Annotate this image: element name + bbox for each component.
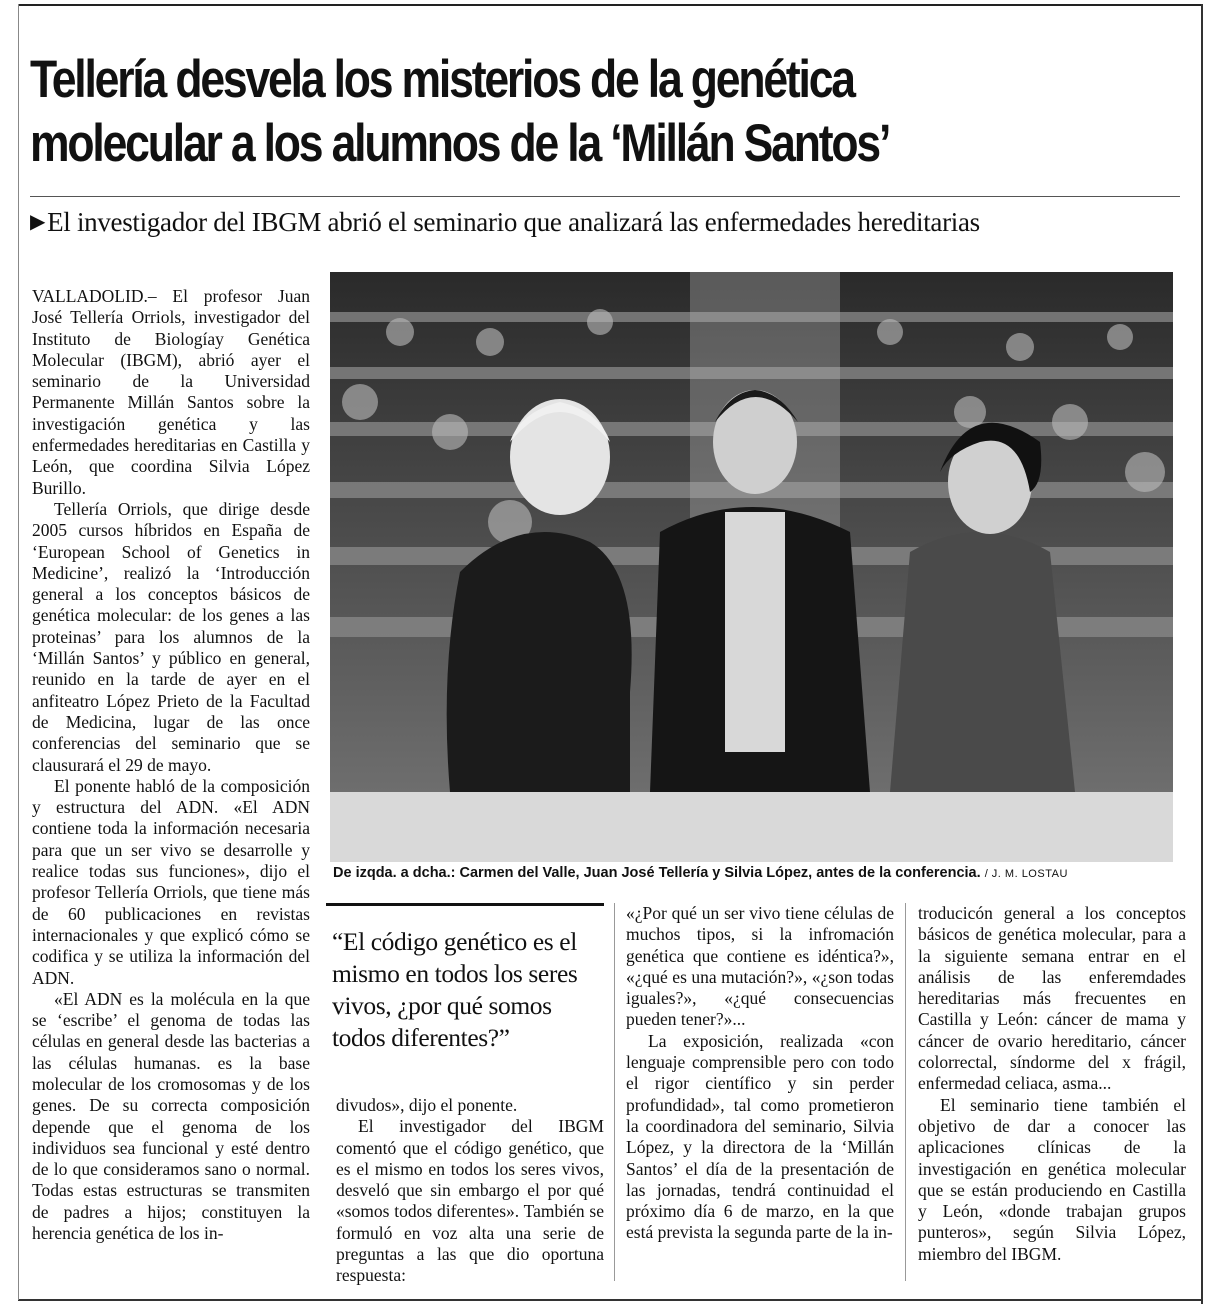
floor (330, 792, 1173, 862)
paragraph: troducicón general a los conceptos básicos de genética molecular, para a la siguiente semana entrar en el análisis de las enferemdades hereditarias más frecuentes en Castilla y León: cáncer de mama y cáncer de ovario hereditario, cáncer colorrectal, síndorme del x frágil, enfermedad celiaca, asma... (918, 903, 1186, 1094)
pull-quote: “El código genético es el mismo en todos los seres vivos, ¿por qué somos todos diferentes?” (332, 927, 578, 1052)
column-divider (905, 903, 906, 1281)
headline-rule (30, 196, 1180, 197)
page-border-top (18, 4, 1202, 6)
subheadline (30, 206, 1190, 238)
page-border-right (1201, 4, 1203, 1304)
paragraph: Tellería Orriols, que dirige desde 2005 cursos híbridos en España de ‘European School of Genetics in Medicine’, realizó la ‘Introducción general a los conceptos básicos de genética molecular: de los genes a las proteinas’ para los alumnos de la ‘Millán Santos’ y público en general, reunido en la tarde de ayer en el anfiteatro López Prieto de la Facultad de Medicina, lugar de las once conferencias del seminario que se clausurará el 29 de mayo. (32, 498, 310, 775)
page-border-left (18, 4, 19, 1300)
article-photo (330, 272, 1173, 862)
paragraph: «¿Por qué un ser vivo tiene células de muchos tipos, si la infromación genética que contiene es idéntica?», «¿qué es una mutación?», «¿son todas iguales?», «¿qué consecuencias pueden tener?»... (626, 903, 894, 1030)
person-right (890, 532, 1075, 792)
paragraph: La exposición, realizada «con lenguaje comprensible pero con todo el rigor científico y sin perder profundidad», tal como prometieron la coordinadora del seminario, Silvia López, y la directora de la ‘Millán Santos’ el día de la presentación de las jornadas, tendrá continuidad el próximo día 6 de marzo, en la que está prevista la segunda parte de la in- (626, 1030, 894, 1243)
pull-quote-rule (326, 903, 604, 906)
subheadline-text: El investigador del IBGM abrió el seminario que analizará las enfermedades hereditarias (47, 207, 980, 237)
paragraph: divudos», dijo el ponente. (336, 1095, 518, 1115)
person-left-head (510, 399, 610, 515)
photo-caption (333, 864, 1183, 883)
person-left (447, 532, 632, 792)
paragraph: El seminario tiene también el objetivo de dar a conocer las aplicaciones clínicas de la investigación en genética molecular que se están produciendo en Castilla y León, «donde trabajan grupos punteros», según Silvia López, miembro del IBGM. (918, 1094, 1186, 1264)
photo-credit: / J. M. LOSTAU (984, 868, 1068, 880)
paragraph: «El ADN es la molécula en la que se ‘escribe’ el genoma de todas las células en general desde las bacterias a las células humanas. es la base molecular de los cromosomas y de los genes. De su correcta composición depende que el genoma de los individuos sea funcional y esté dentro de lo que consideramos sano o normal. Todas estas estructuras se transmiten de padres a hijos; constituyen la herencia genética de los in- (32, 988, 310, 1244)
body-column-2 (336, 1095, 604, 1287)
person-center-shirt (725, 512, 785, 752)
photo-illustration (330, 272, 1173, 862)
headline-line-2: molecular a los alumnos de la ‘Millán Santos’ (30, 114, 890, 173)
paragraph: VALLADOLID.– El profesor Juan José Tellería Orriols, investigador del Instituto de Biologíay Genética Molecular (IBGM), abrió ayer el seminario de la Universidad Permanente Millán Santos sobre la investigación genética y las enfermedades hereditarias en Castilla y León, que coordina Silvia López Burillo. (32, 286, 310, 498)
headline-line-1: Tellería desvela los misterios de la genética (30, 50, 854, 109)
bullet-arrow-icon: ▶ (30, 211, 46, 233)
body-column-1 (32, 286, 310, 1244)
caption-text: De izqda. a dcha.: Carmen del Valle, Juan José Tellería y Silvia López, antes de la conferencia. (333, 865, 981, 881)
column-divider (614, 903, 615, 1281)
body-column-3 (626, 903, 894, 1244)
page-border-bottom (18, 1299, 1202, 1301)
paragraph: El investigador del IBGM comentó que el código genético, que es el mismo en todos los seres vivos, desveló que sin embargo el por qué «somos todos diferentes». También se formuló en voz alta una serie de preguntas a las que dio oportuna respuesta: (336, 1116, 604, 1286)
headline (30, 48, 996, 176)
body-column-4 (918, 903, 1186, 1265)
paragraph: El ponente habló de la composición y estructura del ADN. «El ADN contiene toda la información necesaria para que un ser vivo se desarrolle y realice todas sus funciones», dijo el profesor Tellería Orriols, que tiene más de 60 publicaciones en revistas internacionales y que explicó cómo se codifica y se utiliza la información del ADN. (32, 775, 310, 988)
